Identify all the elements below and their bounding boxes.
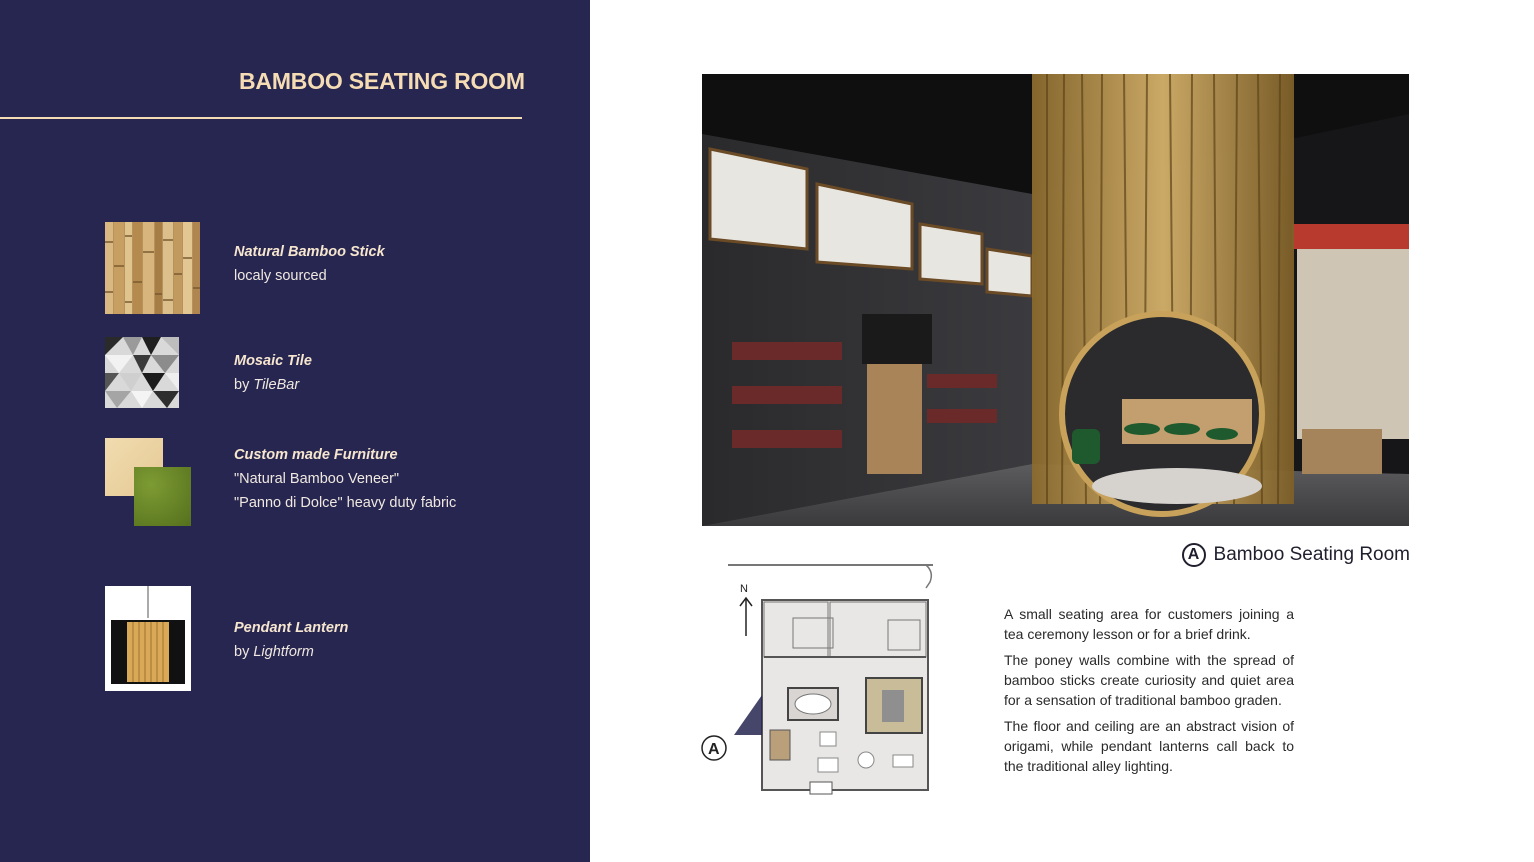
description-paragraph: The poney walls combine with the spread of bamboo sticks create curiosity and quiet area for a sensation of traditional bamboo graden. (1004, 652, 1294, 708)
material-bamboo-stick (234, 240, 385, 288)
bamboo-stick-swatch (105, 222, 200, 314)
north-arrow-icon (740, 598, 752, 636)
material-detail: "Panno di Dolce" heavy duty fabric (234, 495, 457, 511)
floor-plan (698, 560, 938, 806)
caption-title: Bamboo Seating Room (1213, 544, 1410, 565)
material-detail: localy sourced (234, 268, 327, 284)
material-custom-furniture (234, 443, 456, 515)
material-name: Custom made Furniture (234, 447, 398, 463)
room-description (1004, 604, 1294, 782)
left-panel (0, 0, 590, 862)
plan-marker-label: A (708, 741, 720, 758)
page-title: BAMBOO SEATING ROOM (239, 68, 525, 94)
material-name: Natural Bamboo Stick (234, 244, 385, 260)
fabric-swatch (134, 467, 191, 526)
material-detail: "Natural Bamboo Veneer" (234, 471, 400, 487)
description-paragraph: The floor and ceiling are an abstract vision of origami, while pendant lanterns call back to the traditional alley lighting. (1004, 718, 1294, 774)
north-label: N (740, 583, 748, 595)
material-mosaic-tile (234, 349, 312, 397)
pendant-lantern-swatch (105, 586, 191, 691)
mosaic-tile-swatch (105, 337, 179, 408)
material-detail (234, 640, 348, 664)
material-name: Mosaic Tile (234, 353, 312, 369)
brand-name: TileBar (253, 377, 300, 393)
description-paragraph: A small seating area for customers joining a tea ceremony lesson or for a brief drink. (1004, 606, 1294, 642)
section-marker-icon: A (1182, 543, 1206, 567)
material-prefix: by (234, 644, 254, 660)
material-prefix: by (234, 377, 254, 393)
interior-render-image (702, 74, 1409, 526)
brand-name: Lightform (253, 644, 314, 660)
image-caption (1182, 543, 1410, 567)
material-pendant-lantern (234, 616, 348, 664)
material-name: Pendant Lantern (234, 620, 349, 636)
title-divider (0, 117, 522, 119)
material-detail (234, 373, 312, 397)
